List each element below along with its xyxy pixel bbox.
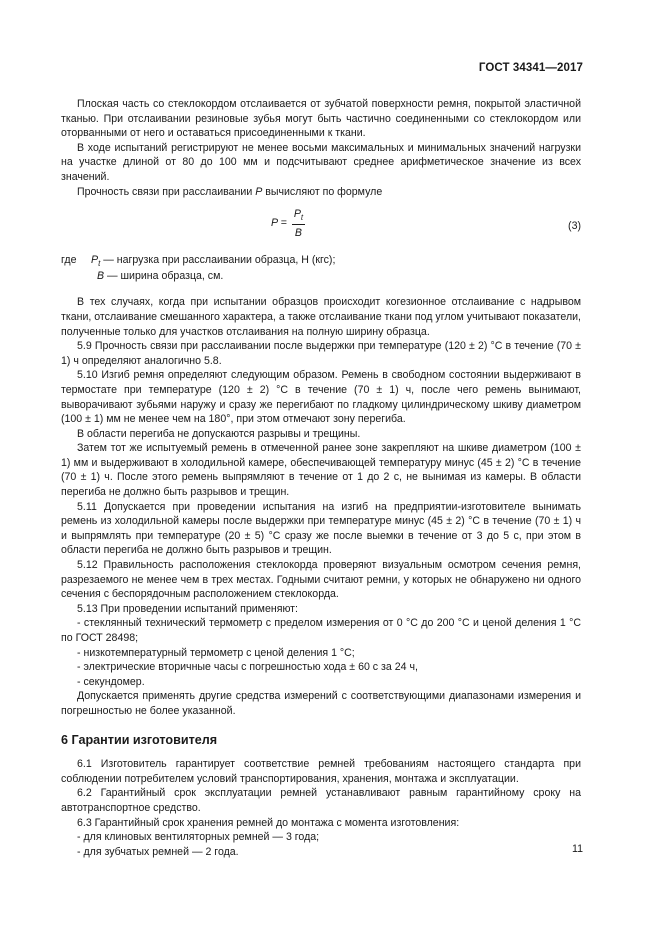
paragraph: Допускается применять другие средства измерений с соответствующими диапазонами измерения и погрешностью не более указанной. bbox=[61, 690, 581, 717]
formula-numerator-symbol: P bbox=[293, 208, 301, 221]
formula-fraction bbox=[292, 207, 305, 240]
paragraph: В области перегиба не допускаются разрывы и трещины. bbox=[77, 427, 361, 440]
clause-5-13: 5.13 При проведении испытаний применяют: bbox=[77, 602, 298, 615]
formula-intro-prefix: Прочность связи при расслаивании bbox=[77, 185, 256, 198]
formula-intro-suffix: вычисляют по формуле bbox=[262, 185, 383, 198]
legend-row bbox=[61, 269, 581, 284]
formula-intro bbox=[61, 185, 581, 200]
legend-text: — ширина образца, см. bbox=[104, 269, 224, 282]
list-item: - стеклянный технический термометр с пределом измерения от 0 °С до 200 °С и ценой деления 1 °С по ГОСТ 28498; bbox=[61, 617, 581, 644]
formula-legend bbox=[61, 253, 581, 283]
formula-numerator-sub: t bbox=[300, 213, 304, 223]
formula-intro-symbol: P bbox=[255, 185, 263, 198]
legend-text: — нагрузка при расслаивании образца, Н (кгс); bbox=[100, 254, 336, 267]
legend-item bbox=[97, 269, 223, 284]
list-item: - низкотемпературный термометр с ценой деления 1 °С; bbox=[77, 646, 355, 659]
document-header: ГОСТ 34341—2017 bbox=[478, 62, 583, 74]
clause-6-3: 6.3 Гарантийный срок хранения ремней до монтажа с момента изготовления: bbox=[77, 816, 460, 829]
clause-5-11: 5.11 Допускается при проведении испытания на изгиб на предприятии-изготовителе вынимать ремень из холодильной камеры после выдержки при температуре минус (45 ± 2) °С в течение (70 ± 1) ч и выпрямлять при температуре (20 ± 5) °С сразу же после выемки в течение от 3 до 5 с, при этом в области перегиба не должно быть разрывов и трещин. bbox=[61, 500, 581, 557]
list-item: - для зубчатых ремней — 2 года. bbox=[77, 845, 239, 858]
paragraph: Плоская часть со стеклокордом отслаивается от зубчатой поверхности ремня, покрытой эластичной тканью. При отслаивании резиновые зубья могут быть частично соединенными со стеклокордом или оторванными от него и оставаться присоединенными к ткани. bbox=[61, 98, 581, 140]
legend-symbol: B bbox=[97, 269, 105, 282]
paragraph: В ходе испытаний регистрируют не менее восьми максимальных и минимальных значений нагрузки на участке длиной от 80 до 100 мм и подсчитывают среднее арифметическое значение из всех значений. bbox=[61, 141, 581, 183]
legend-symbol: P bbox=[91, 254, 99, 267]
clause-5-12: 5.12 Правильность расположения стеклокорда проверяют визуальным осмотром сечения ремня, разрезаемого не менее чем в трех местах. Годными считают ремни, у которых не обнаружено ни одного сечения с беспорядочным расположением стеклокорда. bbox=[61, 559, 581, 601]
clause-6-2: 6.2 Гарантийный срок эксплуатации ремней устанавливают равным гарантийному сроку на автотранспортное средство. bbox=[61, 787, 581, 814]
clause-5-9: 5.9 Прочность связи при расслаивании после выдержки при температуре (120 ± 2) °С в течение (70 ± 1) ч определяют аналогично 5.8. bbox=[61, 340, 581, 367]
formula-number: (3) bbox=[568, 220, 581, 233]
formula-lhs: P = bbox=[271, 217, 287, 230]
list-item: - для клиновых вентиляторных ремней — 3 года; bbox=[77, 831, 320, 844]
formula-3 bbox=[61, 205, 581, 247]
paragraph: Затем тот же испытуемый ремень в отмеченной ранее зоне закрепляют на шкиве диаметром (100 ± 1) мм и выдерживают в холодильной камере, обеспечивающей температуру минус (45 ± 2) °С в течение (70 ± 1) ч. После этого ремень выпрямляют в течение от 1 до 2 с, не вынимая из камеры. В области перегиба не должно быть разрывов и трещин. bbox=[61, 442, 581, 499]
clause-5-10: 5.10 Изгиб ремня определяют следующим образом. Ремень в свободном состоянии выдерживают в термостате при температуре (120 ± 2) °С в течение (70 ± 1) ч, после чего ремень вынимают, выворачивают зубьями наружу и сразу же перегибают по гладкому цилиндрическому шкиву диаметром (100 ± 1) мм не менее чем на 180°, при этом отмечают зону перегиба. bbox=[61, 369, 581, 426]
page-number: 11 bbox=[572, 843, 583, 855]
legend-symbol-sub: t bbox=[98, 259, 101, 269]
list-item: - секундомер. bbox=[77, 675, 145, 688]
formula-numerator bbox=[292, 207, 305, 225]
list-item: - электрические вторичные часы с погрешностью хода ± 60 с за 24 ч, bbox=[77, 661, 418, 674]
paragraph: В тех случаях, когда при испытании образцов происходит когезионное отслаивание с надрывом ткани, отслаивание смешанного характера, а также отслаивание ткани под углом учитывают показатели, полученные только для участков отслаивания на полную ширину образца. bbox=[61, 296, 581, 338]
legend-item bbox=[91, 253, 335, 269]
legend-row bbox=[61, 253, 581, 269]
formula-denominator: B bbox=[294, 226, 302, 239]
legend-word: где bbox=[61, 254, 77, 267]
section-heading: 6 Гарантии изготовителя bbox=[61, 732, 218, 747]
page-body bbox=[61, 97, 581, 859]
clause-6-1: 6.1 Изготовитель гарантирует соответствие ремней требованиям настоящего стандарта при соблюдении потребителем условий транспортирования, хранения, монтажа и эксплуатации. bbox=[61, 758, 581, 785]
